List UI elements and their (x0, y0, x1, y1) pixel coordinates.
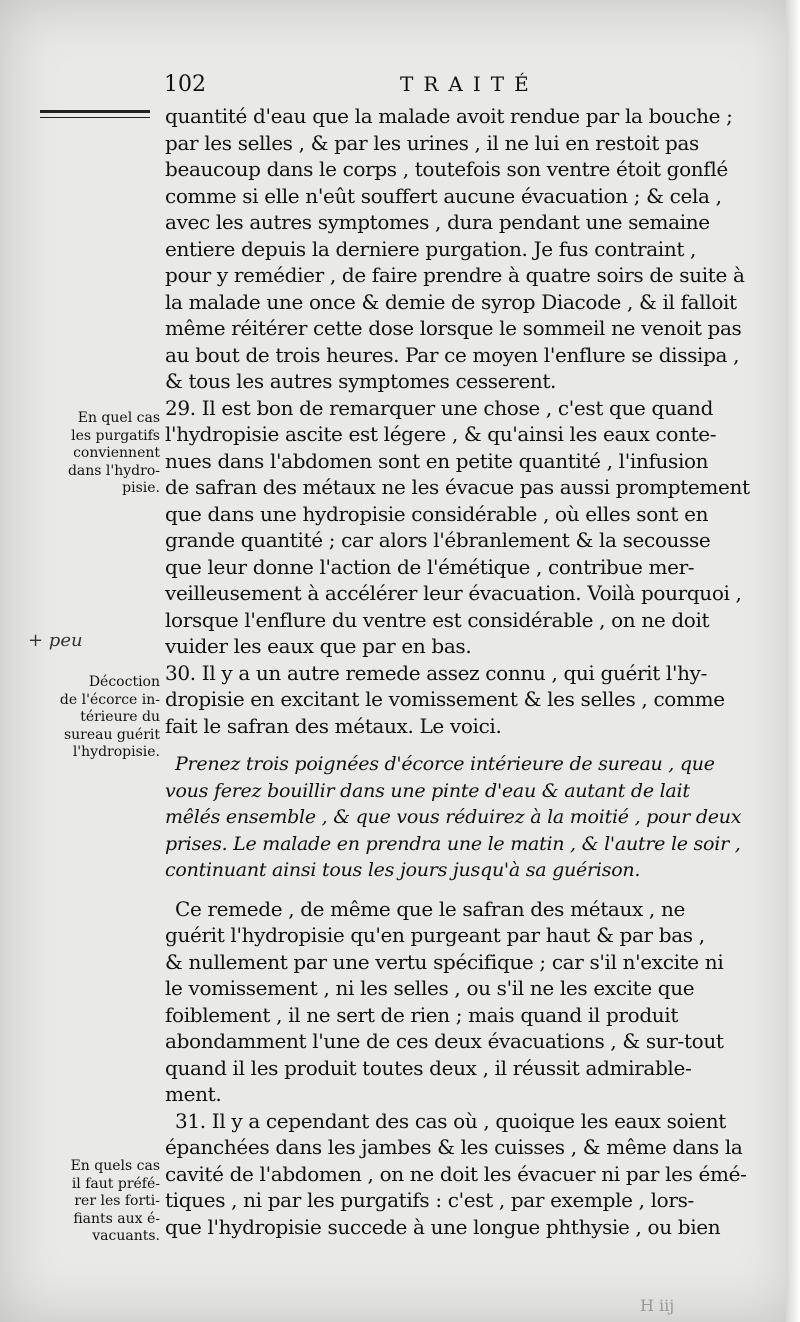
text-line: que dans une hydropisie considérable , où elles sont en (165, 501, 709, 526)
header-rule (40, 110, 150, 118)
text-line: veilleusement à accélérer leur évacuation. Voilà pourquoi , (165, 581, 742, 605)
text-line: foiblement , il ne sert de rien ; mais quand il produit (165, 1002, 679, 1027)
signature-mark: H iij (640, 1296, 675, 1315)
page-fold-shadow (786, 0, 800, 1322)
text-line: nues dans l'abdomen sont en petite quantité , l'infusion (165, 448, 709, 473)
recipe-line: vous ferez bouillir dans une pinte d'eau & autant de lait (165, 779, 690, 802)
handwritten-annotation: + peu (28, 630, 83, 651)
text-line: avec les autres symptomes , dura pendant une semaine (165, 210, 710, 234)
text-line: lorsque l'enflure du ventre est considérable , on ne doit (165, 607, 710, 632)
text-line: vuider les eaux que par en bas. (165, 634, 472, 658)
text-line: guérit l'hydropisie qu'en purgeant par haut & par bas , (165, 923, 705, 947)
page-number: 102 (164, 72, 206, 97)
margin-note-sureau: Décoction de l'écorce in- térieure du sureau guérit l'hydropisie. (59, 674, 160, 760)
paragraph-gap (165, 884, 780, 896)
page-header (160, 72, 790, 102)
paragraph-30-start: 30. Il y a un autre remede assez connu , qui guérit l'hy- (165, 660, 707, 685)
recipe-line: mêlés ensemble , & que vous réduirez à la moitié , pour deux (165, 806, 742, 828)
recipe-line: prises. Le malade en prendra une le matin , & l'autre le soir , (165, 832, 741, 855)
text-line: & tous les autres symptomes cesserent. (165, 369, 557, 393)
text-line: que leur donne l'action de l'émétique , contribue mer- (165, 554, 695, 579)
text-line: fait le safran des métaux. Le voici. (165, 713, 502, 738)
text-line: tiques , ni par les purgatifs : c'est , par exemple , lors- (165, 1188, 694, 1212)
text-line: quantité d'eau que la malade avoit rendue par la bouche ; (165, 104, 733, 128)
paragraph-31-start: 31. Il y a cependant des cas où , quoique les eaux soient (175, 1108, 726, 1133)
text-line: pour y remédier , de faire prendre à quatre soirs de suite à (165, 263, 745, 287)
text-line: l'hydropisie ascite est légere , & qu'ainsi les eaux conte- (165, 422, 717, 446)
margin-note-fortifiants: En quels cas il faut préfé- rer les forti- fiants aux é- vacuants. (70, 1158, 160, 1244)
text-line: grande quantité ; car alors l'ébranlement & la secousse (165, 528, 711, 552)
text-line: épanchées dans les jambes & les cuisses , & même dans la (165, 1135, 743, 1159)
recipe-line: continuant ainsi tous les jours jusqu'à sa guérison. (165, 859, 641, 881)
text-line: le vomissement , ni les selles , ou s'il ne les excite que (165, 976, 695, 1000)
paragraph-29-start: 29. Il est bon de remarquer une chose , c'est que quand (165, 395, 714, 420)
text-line: beaucoup dans le corps , toutefois son ventre étoit gonflé (165, 157, 728, 181)
text-line: comme si elle n'eût souffert aucune évacuation ; & cela , (165, 183, 722, 208)
text-line: dropisie en excitant le vomissement & les selles , comme (165, 687, 725, 711)
text-line: par les selles , & par les urines , il ne lui en restoit pas (165, 130, 699, 155)
text-line: que l'hydropisie succede à une longue phthysie , ou bien (165, 1214, 721, 1239)
text-line: même réitérer cette dose lorsque le sommeil ne venoit pas (165, 316, 742, 340)
text-line: Ce remede , de même que le safran des métaux , ne (175, 896, 685, 921)
running-title: TRAITÉ (400, 72, 539, 96)
text-line: au bout de trois heures. Par ce moyen l'enflure se dissipa , (165, 342, 740, 367)
text-line: cavité de l'abdomen , on ne doit les évacuer ni par les émé- (165, 1161, 747, 1186)
text-line: quand il les produit toutes deux , il réussit admirable- (165, 1055, 692, 1080)
body-text (165, 103, 780, 1240)
text-line: entiere depuis la derniere purgation. Je fus contraint , (165, 236, 697, 261)
paragraph-gap (165, 739, 780, 751)
text-line: abondamment l'une de ces deux évacuations , & sur-tout (165, 1029, 724, 1053)
text-line: la malade une once & demie de syrop Diacode , & il falloit (165, 289, 737, 314)
recipe-line: Prenez trois poignées d'écorce intérieure de sureau , que (175, 753, 715, 775)
text-line: de safran des métaux ne les évacue pas aussi promptement (165, 475, 750, 499)
text-line: & nullement par une vertu spécifique ; car s'il n'excite ni (165, 949, 724, 974)
margin-note-purgatifs: En quel cas les purgatifs conviennent dans l'hydro- pisie. (67, 410, 160, 496)
text-line: ment. (165, 1082, 222, 1106)
